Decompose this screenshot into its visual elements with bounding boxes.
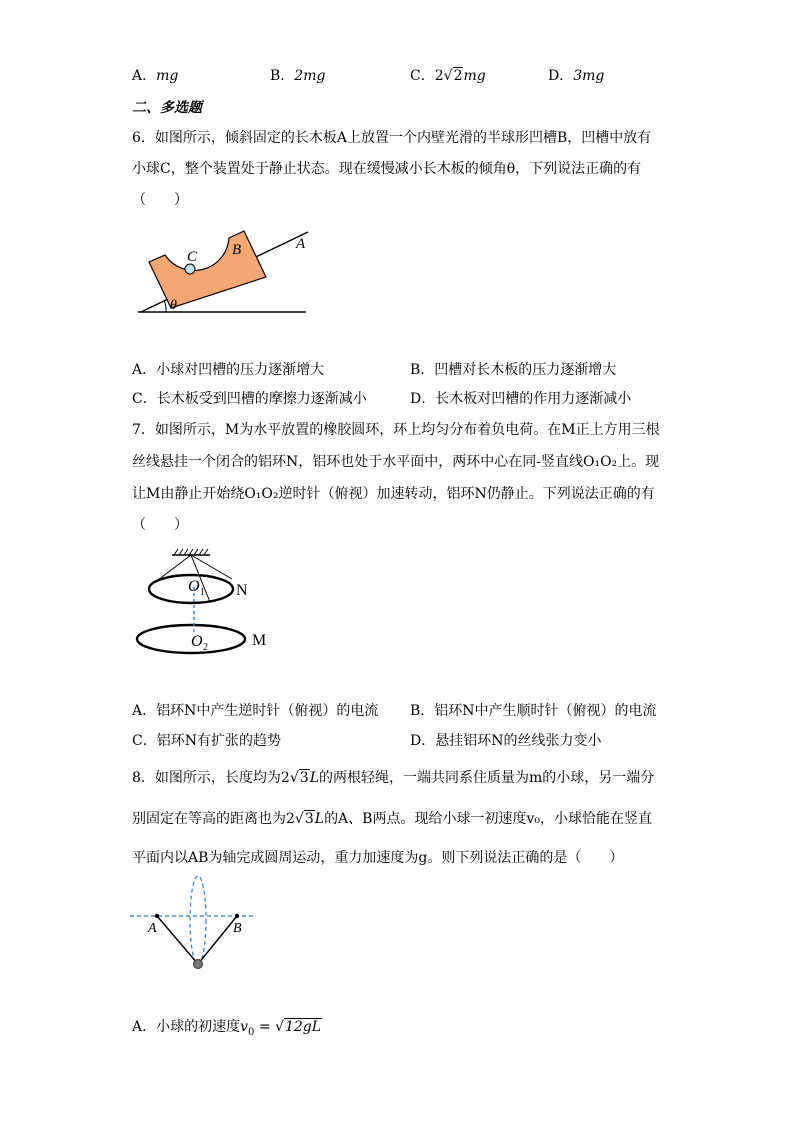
- q6-option-d: D．长木板对凹槽的作用力逐渐减小: [410, 391, 632, 407]
- q7-label-n: N: [236, 582, 248, 599]
- q7-option-d: D．悬挂铝环N的丝线张力变小: [410, 733, 602, 749]
- q8-rope-b: [198, 916, 237, 964]
- q8-stem-line2: 别固定在等高的距离也为2√3L的A、B两点。现给小球一初速度v₀，小球恰能在竖直: [132, 811, 652, 827]
- q7-label-m: M: [252, 632, 267, 649]
- q6-figure: [138, 218, 338, 318]
- q6-groove-block: [149, 231, 266, 308]
- q6-ball: [185, 264, 195, 274]
- q7-stem-line2: 丝线悬挂一个闭合的铝环N，铝环也处于水平面中，两环中心在同-竖直线O₁O₂上。现: [132, 454, 660, 470]
- q6-stem-line1: 6．如图所示，倾斜固定的长木板A上放置一个内壁光滑的半球形凹槽B，凹槽中放有: [132, 130, 652, 146]
- q6-option-c: C．长木板受到凹槽的摩擦力逐渐减小: [132, 391, 367, 407]
- q8-stem-line1: 8．如图所示，长度均为2√3L的两根轻绳，一端共同系住质量为m的小球，另一端分: [132, 770, 655, 786]
- q8-point-a: [155, 914, 159, 918]
- q6-label-b: B: [232, 242, 242, 258]
- q7-option-b: B．铝环N中产生顺时针（俯视）的电流: [410, 703, 657, 719]
- q7-sub-o1: 1: [200, 587, 205, 598]
- q8-ball: [194, 960, 203, 969]
- q5-option-d: D．3mg: [548, 68, 605, 84]
- q8-circular-path: [190, 876, 206, 964]
- q8-label-a: A: [148, 921, 157, 936]
- q6-label-theta: θ: [170, 298, 177, 313]
- q7-stem-line3: 让M由静止开始绕O₁O₂逆时针（俯视）加速转动，铝环N仍静止。下列说法正确的有: [132, 486, 655, 502]
- q7-label-o1: O: [188, 578, 200, 595]
- q7-ceiling-hatch: [174, 549, 208, 555]
- q8-figure: [130, 872, 270, 972]
- q5-option-b: B．2mg: [270, 68, 326, 84]
- q5-option-c: C．2√2mg: [410, 68, 486, 84]
- q8-rope-a: [157, 916, 198, 964]
- q6-option-b: B．凹槽对长木板的压力逐渐增大: [410, 362, 617, 378]
- q7-label-o2: O: [191, 633, 203, 650]
- q8-label-b: B: [233, 921, 242, 936]
- q7-option-a: A．铝环N中产生逆时针（俯视）的电流: [132, 703, 379, 719]
- q7-option-c: C．铝环N有扩张的趋势: [132, 733, 281, 749]
- q6-stem-line2: 小球C，整个装置处于静止状态。现在缓慢减小长木板的倾角θ，下列说法正确的有: [132, 161, 642, 177]
- q6-angle-arc: [164, 300, 166, 312]
- q6-answer-paren: （ ）: [132, 192, 188, 208]
- q7-sub-o2: 2: [203, 642, 208, 653]
- q6-label-c: C: [187, 249, 198, 265]
- q6-label-a: A: [296, 236, 306, 252]
- q8-stem-line3: 平面内以AB为轴完成圆周运动，重力加速度为g。则下列说法正确的是（ ）: [132, 850, 624, 866]
- q8-point-b: [235, 914, 239, 918]
- section-heading: 二、多选题: [132, 100, 202, 116]
- q5-option-a: A．mg: [132, 68, 179, 84]
- q8-option-a: A．小球的初速度$v_0 = √12gL$: [132, 1019, 322, 1038]
- q6-option-a: A．小球对凹槽的压力逐渐增大: [132, 362, 325, 378]
- q7-answer-paren: （ ）: [132, 517, 188, 533]
- q7-stem-line1: 7．如图所示，M为水平放置的橡胶圆环，环上均匀分布着负电荷。在M正上方用三根: [132, 422, 660, 438]
- q7-figure: [132, 543, 292, 663]
